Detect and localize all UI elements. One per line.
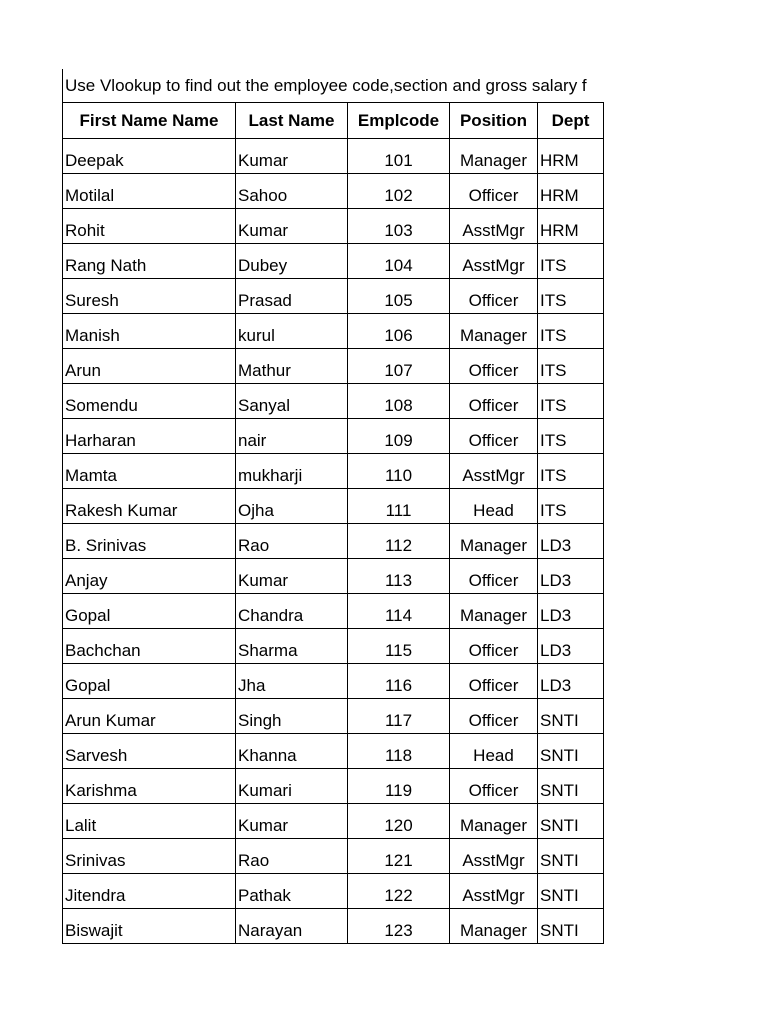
header-row: [63, 103, 604, 139]
table-row: [63, 174, 604, 209]
table-row: [63, 699, 604, 734]
dept-cell: ITS: [538, 349, 604, 384]
table-row: [63, 139, 604, 174]
last-name-cell: Rao: [236, 839, 348, 874]
emplcode-cell: 105: [348, 279, 450, 314]
last-name-cell: Dubey: [236, 244, 348, 279]
first-name-cell: Suresh: [63, 279, 236, 314]
emplcode-cell: 112: [348, 524, 450, 559]
emplcode-cell: 120: [348, 804, 450, 839]
emplcode-cell: 103: [348, 209, 450, 244]
first-name-cell: Rohit: [63, 209, 236, 244]
emplcode-cell: 109: [348, 419, 450, 454]
position-cell: AsstMgr: [450, 454, 538, 489]
first-name-cell: Mamta: [63, 454, 236, 489]
instruction-text: Use Vlookup to find out the employee code,section and gross salary f: [62, 69, 603, 102]
first-name-cell: B. Srinivas: [63, 524, 236, 559]
table-row: [63, 244, 604, 279]
emplcode-cell: 115: [348, 629, 450, 664]
first-name-cell: Motilal: [63, 174, 236, 209]
emplcode-cell: 117: [348, 699, 450, 734]
position-cell: Manager: [450, 524, 538, 559]
header-first-name: First Name Name: [63, 103, 236, 139]
emplcode-cell: 102: [348, 174, 450, 209]
position-cell: Officer: [450, 769, 538, 804]
header-position: Position: [450, 103, 538, 139]
first-name-cell: Srinivas: [63, 839, 236, 874]
dept-cell: ITS: [538, 314, 604, 349]
table-row: [63, 384, 604, 419]
emplcode-cell: 118: [348, 734, 450, 769]
emplcode-cell: 123: [348, 909, 450, 944]
spreadsheet: [62, 69, 603, 944]
position-cell: AsstMgr: [450, 874, 538, 909]
first-name-cell: Harharan: [63, 419, 236, 454]
first-name-cell: Manish: [63, 314, 236, 349]
first-name-cell: Gopal: [63, 664, 236, 699]
header-emplcode: Emplcode: [348, 103, 450, 139]
dept-cell: SNTI: [538, 804, 604, 839]
last-name-cell: Narayan: [236, 909, 348, 944]
position-cell: Manager: [450, 594, 538, 629]
last-name-cell: mukharji: [236, 454, 348, 489]
table-row: [63, 559, 604, 594]
emplcode-cell: 104: [348, 244, 450, 279]
dept-cell: LD3: [538, 629, 604, 664]
last-name-cell: Sahoo: [236, 174, 348, 209]
table-row: [63, 769, 604, 804]
table-row: [63, 804, 604, 839]
last-name-cell: Jha: [236, 664, 348, 699]
dept-cell: ITS: [538, 454, 604, 489]
dept-cell: LD3: [538, 664, 604, 699]
position-cell: Manager: [450, 314, 538, 349]
header-last-name: Last Name: [236, 103, 348, 139]
last-name-cell: Sanyal: [236, 384, 348, 419]
last-name-cell: Kumari: [236, 769, 348, 804]
last-name-cell: Chandra: [236, 594, 348, 629]
position-cell: AsstMgr: [450, 244, 538, 279]
last-name-cell: Kumar: [236, 209, 348, 244]
first-name-cell: Rakesh Kumar: [63, 489, 236, 524]
last-name-cell: Kumar: [236, 139, 348, 174]
dept-cell: LD3: [538, 524, 604, 559]
dept-cell: SNTI: [538, 699, 604, 734]
emplcode-cell: 110: [348, 454, 450, 489]
dept-cell: HRM: [538, 139, 604, 174]
emplcode-cell: 122: [348, 874, 450, 909]
header-dept: Dept: [538, 103, 604, 139]
position-cell: Manager: [450, 804, 538, 839]
table-row: [63, 839, 604, 874]
position-cell: Manager: [450, 139, 538, 174]
first-name-cell: Somendu: [63, 384, 236, 419]
last-name-cell: Rao: [236, 524, 348, 559]
position-cell: Officer: [450, 419, 538, 454]
emplcode-cell: 108: [348, 384, 450, 419]
position-cell: Officer: [450, 279, 538, 314]
table-row: [63, 349, 604, 384]
first-name-cell: Arun Kumar: [63, 699, 236, 734]
table-row: [63, 489, 604, 524]
position-cell: Manager: [450, 909, 538, 944]
first-name-cell: Biswajit: [63, 909, 236, 944]
last-name-cell: Kumar: [236, 559, 348, 594]
first-name-cell: Arun: [63, 349, 236, 384]
table-row: [63, 909, 604, 944]
position-cell: Officer: [450, 384, 538, 419]
last-name-cell: Ojha: [236, 489, 348, 524]
first-name-cell: Sarvesh: [63, 734, 236, 769]
table-row: [63, 209, 604, 244]
last-name-cell: Khanna: [236, 734, 348, 769]
table-row: [63, 419, 604, 454]
table-row: [63, 279, 604, 314]
first-name-cell: Karishma: [63, 769, 236, 804]
dept-cell: ITS: [538, 419, 604, 454]
emplcode-cell: 116: [348, 664, 450, 699]
table-body: [63, 139, 604, 944]
position-cell: Head: [450, 734, 538, 769]
position-cell: Officer: [450, 664, 538, 699]
table-row: [63, 454, 604, 489]
emplcode-cell: 113: [348, 559, 450, 594]
table-row: [63, 524, 604, 559]
dept-cell: ITS: [538, 489, 604, 524]
first-name-cell: Lalit: [63, 804, 236, 839]
last-name-cell: nair: [236, 419, 348, 454]
emplcode-cell: 101: [348, 139, 450, 174]
first-name-cell: Anjay: [63, 559, 236, 594]
table-row: [63, 629, 604, 664]
first-name-cell: Gopal: [63, 594, 236, 629]
position-cell: AsstMgr: [450, 839, 538, 874]
dept-cell: HRM: [538, 209, 604, 244]
table-row: [63, 594, 604, 629]
last-name-cell: Pathak: [236, 874, 348, 909]
position-cell: Officer: [450, 629, 538, 664]
last-name-cell: Kumar: [236, 804, 348, 839]
emplcode-cell: 106: [348, 314, 450, 349]
dept-cell: LD3: [538, 594, 604, 629]
emplcode-cell: 114: [348, 594, 450, 629]
table-row: [63, 664, 604, 699]
first-name-cell: Bachchan: [63, 629, 236, 664]
emplcode-cell: 111: [348, 489, 450, 524]
position-cell: AsstMgr: [450, 209, 538, 244]
last-name-cell: Mathur: [236, 349, 348, 384]
emplcode-cell: 107: [348, 349, 450, 384]
table-row: [63, 874, 604, 909]
first-name-cell: Rang Nath: [63, 244, 236, 279]
dept-cell: SNTI: [538, 734, 604, 769]
position-cell: Officer: [450, 699, 538, 734]
dept-cell: ITS: [538, 244, 604, 279]
emplcode-cell: 119: [348, 769, 450, 804]
last-name-cell: kurul: [236, 314, 348, 349]
first-name-cell: Jitendra: [63, 874, 236, 909]
dept-cell: SNTI: [538, 769, 604, 804]
last-name-cell: Prasad: [236, 279, 348, 314]
dept-cell: ITS: [538, 384, 604, 419]
employee-table: [62, 102, 604, 944]
dept-cell: SNTI: [538, 839, 604, 874]
table-row: [63, 314, 604, 349]
position-cell: Officer: [450, 349, 538, 384]
position-cell: Officer: [450, 559, 538, 594]
position-cell: Head: [450, 489, 538, 524]
dept-cell: HRM: [538, 174, 604, 209]
position-cell: Officer: [450, 174, 538, 209]
last-name-cell: Singh: [236, 699, 348, 734]
table-row: [63, 734, 604, 769]
emplcode-cell: 121: [348, 839, 450, 874]
dept-cell: SNTI: [538, 909, 604, 944]
dept-cell: LD3: [538, 559, 604, 594]
last-name-cell: Sharma: [236, 629, 348, 664]
first-name-cell: Deepak: [63, 139, 236, 174]
dept-cell: ITS: [538, 279, 604, 314]
dept-cell: SNTI: [538, 874, 604, 909]
